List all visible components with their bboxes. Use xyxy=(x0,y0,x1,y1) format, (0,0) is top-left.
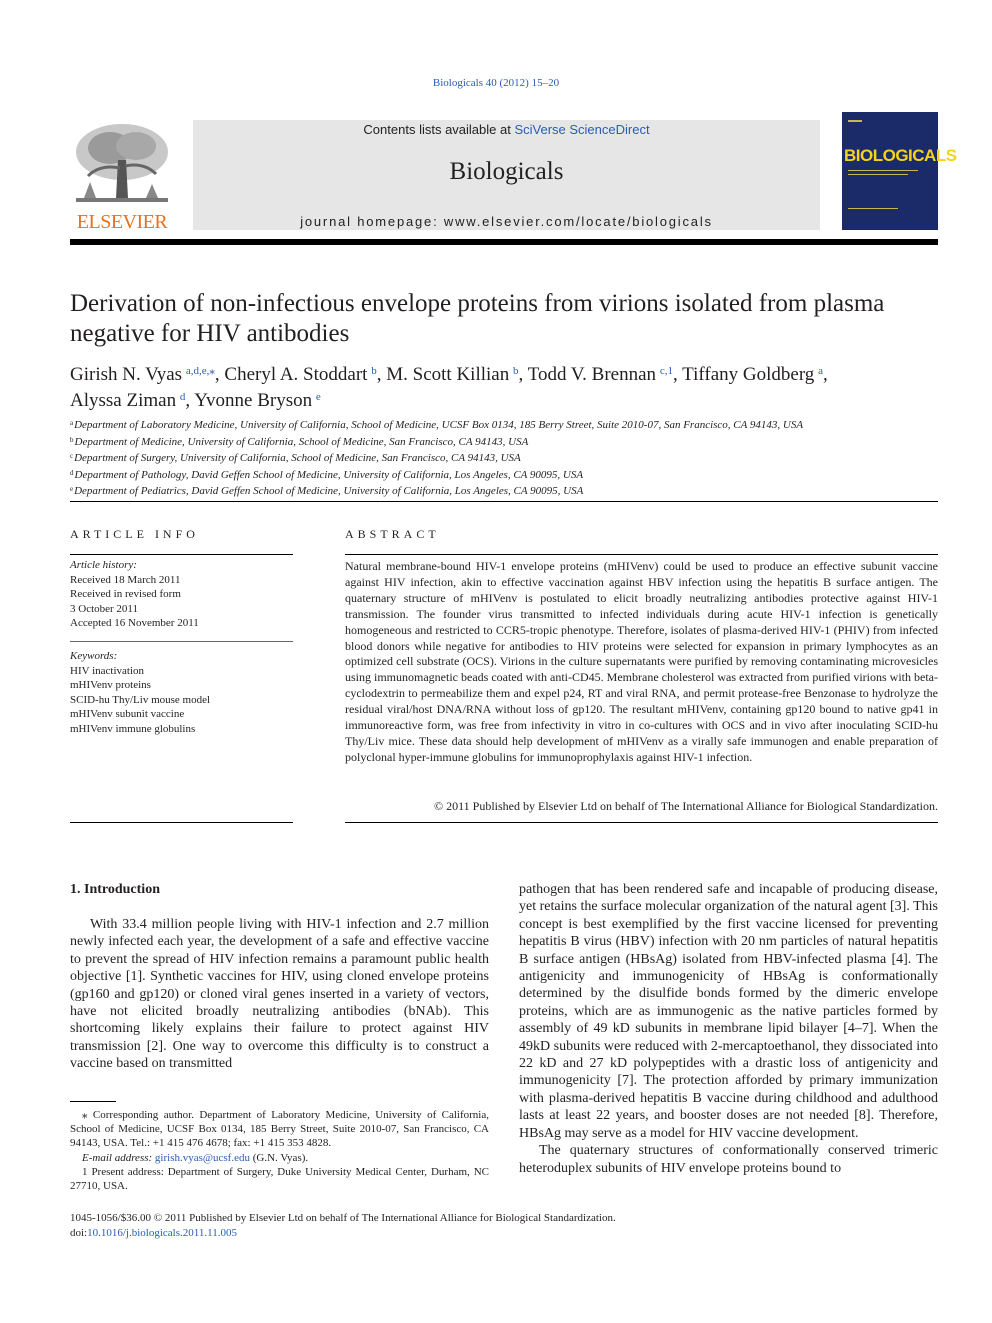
author[interactable]: Todd V. Brennan xyxy=(527,364,657,385)
affiliation xyxy=(70,433,940,450)
paragraph: The quaternary structures of conformationally conserved trimeric heteroduplex subunits of HIV envelope proteins bound to xyxy=(519,1143,938,1176)
journal-reference[interactable]: Biologicals 40 (2012) 15–20 xyxy=(432,77,560,89)
history-item: Accepted 16 November 2011 xyxy=(70,617,199,629)
author-sup[interactable]: c,1 xyxy=(659,365,673,377)
contents-prefix: Contents lists available at xyxy=(363,122,515,137)
affiliation-text: Department of Surgery, University of California, School of Medicine, San Francisco, CA 94143, USA xyxy=(74,452,521,464)
affiliation-text: Department of Laboratory Medicine, University of California, School of Medicine, UCSF Box 0134, 185 Berry Street, Suite 2010-07, San Francisco, CA 94143, USA xyxy=(74,419,804,431)
email-note xyxy=(70,1151,489,1165)
keywords xyxy=(70,649,293,736)
affiliation xyxy=(70,466,940,483)
email-link[interactable]: girish.vyas@ucsf.edu xyxy=(154,1151,250,1164)
author[interactable]: M. Scott Killian xyxy=(386,364,510,385)
author-list: Girish N. Vyas $^{a,d,e,⁎}$, Cheryl A. Stoddart $^b$, M. Scott Killian $^b$, Todd V. Brennan $^{c,1}$, Tiffany Goldberg $^a$, Alyssa Ziman $^d$, Yvonne Bryson $^e$ xyxy=(70,364,828,411)
doi-label: doi: xyxy=(70,1227,88,1239)
article-info-heading: ARTICLE INFO xyxy=(70,527,199,541)
publisher-name: ELSEVIER xyxy=(76,211,168,233)
affiliation xyxy=(70,449,940,466)
affiliation-key: e xyxy=(70,485,74,493)
paragraph: pathogen that has been rendered safe and incapable of producing disease, yet retains the surface molecular organization of the natural agent [3]. This concept is best exemplified by the first vaccine licensed for preventing hepatitis B virus (HBV) infection with 20 nm particles of natural hepatitis B surface antigen (HBsAg) isolated from HBV-infected plasma [4]. The antigenicity and immunogenicity of HBsAg is conformationally determined by the disulfide bonds formed by the dimeric envelope proteins, which are as immunogenic as the native particles formed by assembly of 49 kD subunits in membrane lipid bilayer [4–7]. When the 49kD subunits were reduced with 2-mercaptoethanol, they dissociated into 22 kD and 27 kD polypeptides with a drastic loss of antigenicity and immunogenicity [7]. The protection afforded by primary immunization with plasma-derived hepatitis B vaccine during childhood and adulthood lasts at least 22 years, and booster doses are not needed [8]. Therefore, HBsAg may serve as a model for HIV vaccine development. xyxy=(519,882,938,1141)
author-sup[interactable]: e xyxy=(315,391,321,403)
divider xyxy=(345,822,938,823)
divider xyxy=(70,554,293,555)
history-item: 3 October 2011 xyxy=(70,602,139,615)
author-sup[interactable]: b xyxy=(513,365,519,377)
affiliation-text: Department of Medicine, University of California, School of Medicine, San Francisco, CA 94143, USA xyxy=(74,435,529,448)
divider xyxy=(70,822,293,823)
affiliation-key: d xyxy=(70,468,74,477)
history-label: Article history: xyxy=(70,559,137,571)
keyword[interactable]: mHIVenv immune globulins xyxy=(70,722,196,735)
article-footer xyxy=(70,1211,938,1241)
cover-line xyxy=(848,208,898,209)
divider xyxy=(70,501,938,502)
author-sup[interactable]: d xyxy=(179,391,186,403)
present-address-note: 1 Present address: Department of Surgery, Duke University Medical Center, Durham, NC 27710, USA. xyxy=(70,1165,489,1193)
cover-title: BIOLOGICALS xyxy=(844,146,957,165)
history-item: Received in revised form xyxy=(70,588,181,600)
divider xyxy=(70,641,293,642)
author[interactable]: Cheryl A. Stoddart xyxy=(224,364,368,385)
article-title: Derivation of non-infectious envelope proteins from virions isolated from plasma negative for HIV antibodies xyxy=(70,290,885,347)
history-item: Received 18 March 2011 xyxy=(70,573,181,586)
intro-column-2 xyxy=(519,881,938,1177)
keywords-label: Keywords: xyxy=(70,650,118,662)
affiliation-text: Department of Pediatrics, David Geffen School of Medicine, University of California, Los Angeles, CA 90095, USA xyxy=(74,485,584,497)
author[interactable]: Girish N. Vyas xyxy=(70,364,183,385)
affiliation xyxy=(70,482,940,499)
cover-mark xyxy=(848,120,862,122)
author-sup[interactable]: a xyxy=(818,365,824,377)
affiliation-key: b xyxy=(70,435,74,444)
cover-line xyxy=(848,170,918,171)
footnotes xyxy=(70,1108,489,1193)
keyword[interactable]: mHIVenv proteins xyxy=(70,679,151,691)
email-label: E-mail address: xyxy=(82,1151,155,1164)
journal-homepage[interactable]: journal homepage: www.elsevier.com/locate/biologicals xyxy=(300,214,713,229)
journal-title: Biologicals xyxy=(449,158,564,185)
elsevier-logo[interactable] xyxy=(70,120,174,232)
intro-column-1 xyxy=(70,916,489,1073)
header-rule xyxy=(70,239,938,245)
keyword[interactable]: mHIVenv subunit vaccine xyxy=(70,708,185,720)
email-suffix: (G.N. Vyas). xyxy=(249,1151,309,1164)
corresponding-author-note: ⁎ Corresponding author. Department of Laboratory Medicine, University of California, School of Medicine, UCSF Box 0134, 185 Berry Street, Suite 2010-07, San Francisco, CA 94143, USA. Tel.: +1 415 476 4678; fax: +1 415 353 4828. xyxy=(70,1109,489,1150)
abstract-heading: ABSTRACT xyxy=(345,527,440,541)
keyword[interactable]: HIV inactivation xyxy=(70,664,145,677)
sciencedirect-link[interactable]: SciVerse ScienceDirect xyxy=(514,122,650,137)
author[interactable]: Yvonne Bryson xyxy=(194,390,313,411)
affiliation-key: a xyxy=(70,419,74,427)
affiliation-text: Department of Pathology, David Geffen School of Medicine, University of California, Los Angeles, CA 90095, USA xyxy=(74,468,584,481)
tree-icon xyxy=(70,120,174,212)
journal-banner xyxy=(193,120,820,230)
abstract-copyright: © 2011 Published by Elsevier Ltd on behalf of The International Alliance for Biological Standardization. xyxy=(434,799,938,813)
abstract-text: Natural membrane-bound HIV-1 envelope proteins (mHIVenv) could be used to produce an effective subunit vaccine against HIV infection, akin to effective vaccination against HBV infection using the hepatitis B surface antigen. The quaternary structure of mHIVenv is postulated to elicit broadly neutralizing antibodies protective against HIV-1 transmission. The founder virus transmitted to infected individuals during acute HIV-1 infection is genetically homogeneous and restricted to CCR5-tropic phenotype. Therefore, isolates of plasma-derived HIV-1 (PHIV) from infected blood donors while negative for antibodies to HIV proteins were selected for expansion in primary lymphocytes as an optimized cell substrate (OCS). Virions in the culture supernatants were purified by removing contaminating microvesicles using immunomagnetic beads coated with anti-CD45. Membrane cholesterol was extracted from purified virions with beta-cyclodextrin to permeabilize them and expel p24, RT and viral RNA, and permit protease-free Benzonase to hydrolyze the residual viral/host DNA/RNA without loss of gp120. The resultant mHIVenv, containing gp120 bound to native gp41 in immunoreactive form, was free from infectivity in vitro in co-cultures with OCS and in vivo after inoculating SCID-hu Thy/Liv mice. These data should help development of mHIVenv as a virally safe immunogen and enable preparation of polyclonal hyper-immune globulins for immunoprophylaxis against HIV-1 infection. xyxy=(345,559,938,764)
contents-line xyxy=(193,122,820,137)
affiliation xyxy=(70,416,940,433)
keyword[interactable]: SCID-hu Thy/Liv mouse model xyxy=(70,693,211,706)
doi-link[interactable]: 10.1016/j.biologicals.2011.11.005 xyxy=(87,1227,237,1239)
affiliations xyxy=(70,416,940,499)
author-sup[interactable]: a,d,e,⁎ xyxy=(185,365,215,377)
cover-line xyxy=(848,174,908,175)
doi-line xyxy=(70,1226,938,1241)
paragraph: With 33.4 million people living with HIV-1 infection and 2.7 million newly infected each year, the development of a safe and effective vaccine to prevent the spread of HIV infection remains a paramount public health objective [1]. Synthetic vaccines for HIV, using cloned envelope proteins (gp160 and gp120) or cloned viral genes inserted in a variety of vectors, have not elicited broadly neutralizing antibodies (bNAb). This shortcoming likely explains their failure to protect against HIV transmission [2]. One way to overcome this difficulty is to construct a vaccine based on transmitted xyxy=(70,917,489,1072)
issn-line: 1045-1056/$36.00 © 2011 Published by Elsevier Ltd on behalf of The International Alliance for Biological Standardization. xyxy=(70,1212,616,1224)
article-history xyxy=(70,558,293,631)
journal-cover[interactable] xyxy=(842,112,957,230)
divider xyxy=(345,554,938,555)
intro-heading: 1. Introduction xyxy=(70,882,160,897)
author[interactable]: Tiffany Goldberg xyxy=(682,364,815,385)
author-sup[interactable]: b xyxy=(371,365,377,377)
affiliation-key: c xyxy=(70,452,74,460)
footnote-rule xyxy=(70,1101,116,1102)
author[interactable]: Alyssa Ziman xyxy=(70,390,177,411)
